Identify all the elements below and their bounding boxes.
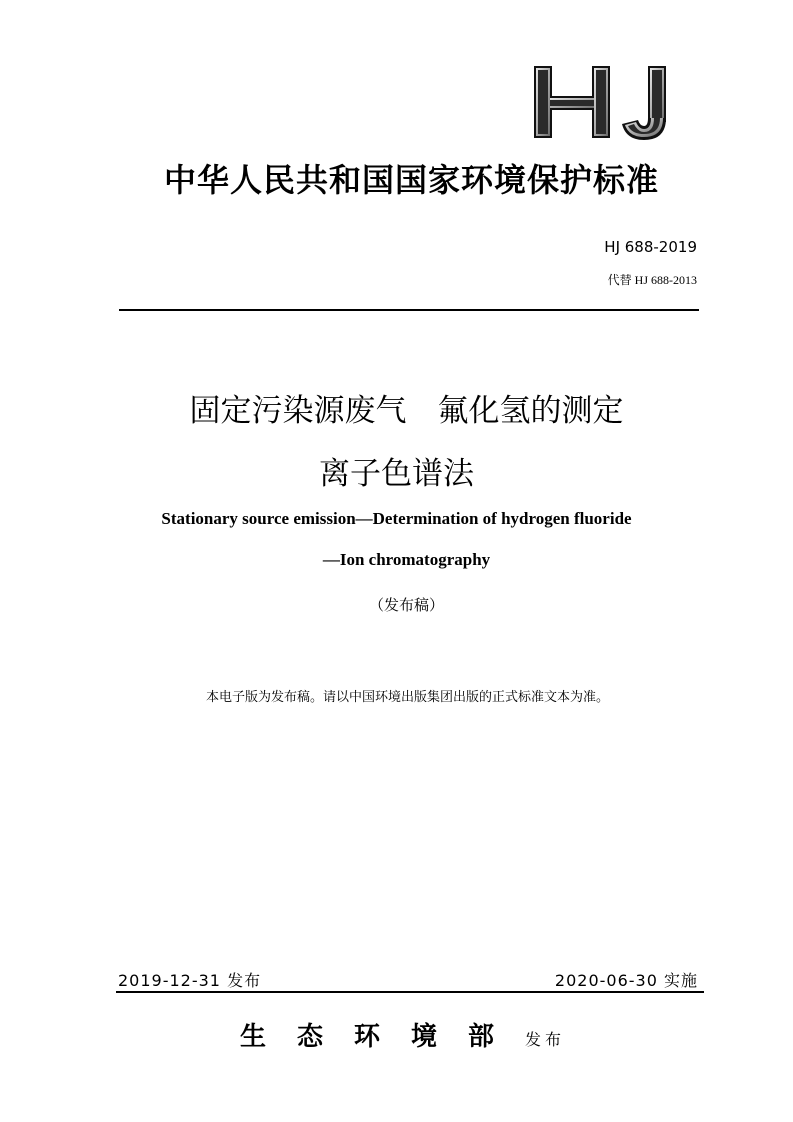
implementation-date: 2020-06-30 实施 [554,971,698,990]
logo-letter-h [534,66,610,138]
logo-letter-j [622,66,666,140]
title-english-line-1: Stationary source emission—Determination of hydrogen fluoride [161,509,632,528]
title-english-line-2: —Ion chromatography [322,550,491,569]
title-chinese-line-2: 离子色谱法 [319,456,474,492]
issuer-suffix: 发布 [525,1030,566,1049]
standard-code: HJ 688-2019 [604,238,697,256]
title-chinese-line-1: 固定污染源废气 氟化氢的测定 [189,393,624,429]
electronic-version-notice: 本电子版为发布稿。请以中国环境出版集团出版的正式标准文本为准。 [205,690,609,705]
replaces-standard: 代替 HJ 688-2013 [607,273,697,287]
issuing-organization-title: 中华人民共和国国家环境保护标准 [163,161,659,199]
issuer-line [0,1016,793,1053]
footer-divider [116,991,704,993]
hj-logo-graphic [528,62,678,142]
issue-date: 2019-12-31 发布 [118,971,262,990]
header-divider [119,309,699,311]
issuer-name: 生态环境部 [239,1022,525,1052]
hj-logo [528,62,678,142]
release-draft-note: （发布稿） [368,596,444,614]
